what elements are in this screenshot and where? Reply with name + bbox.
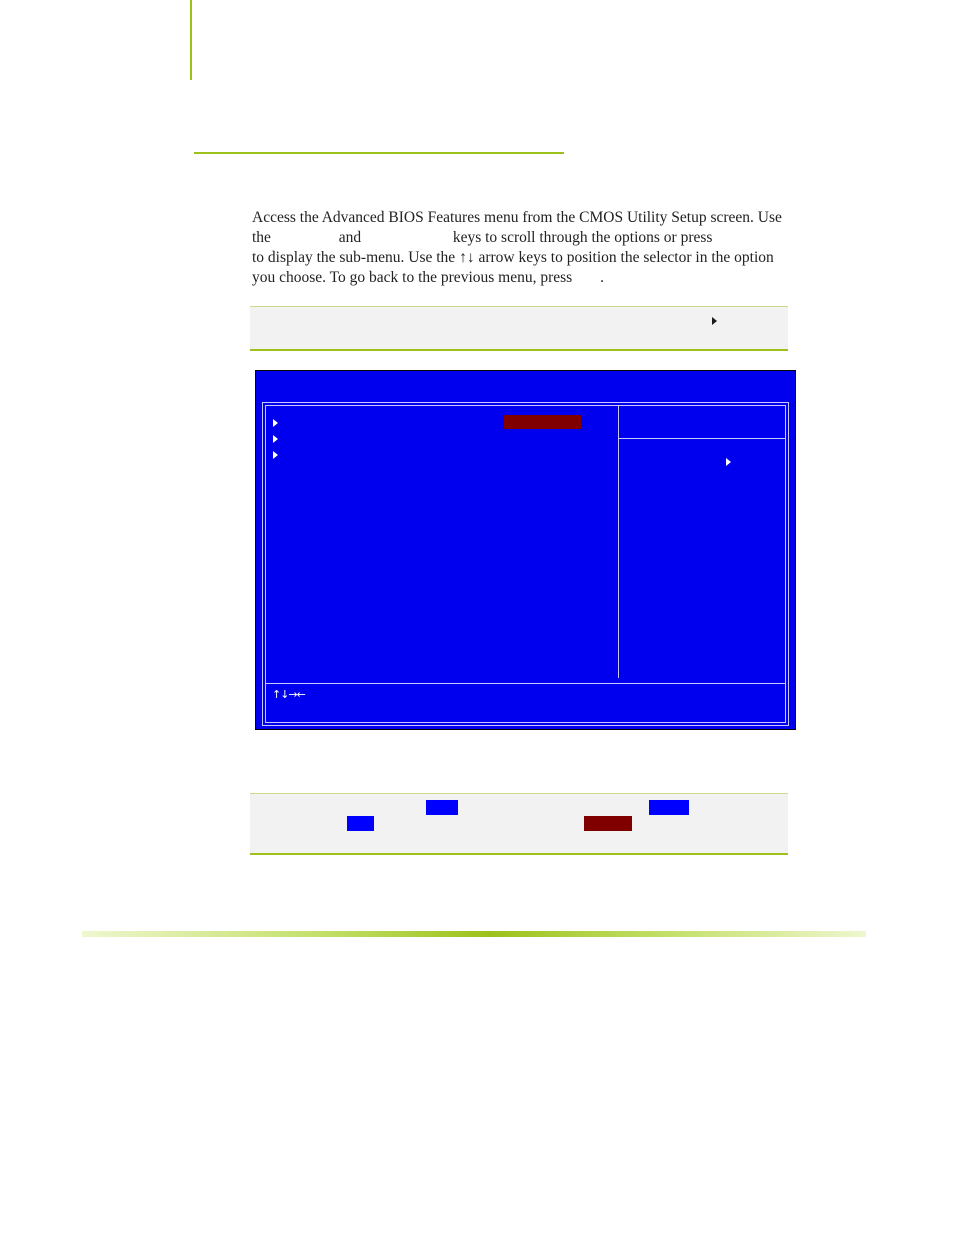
bios-footer-keys: ↑↓→← xyxy=(272,688,305,701)
bios-menu-item-1[interactable] xyxy=(273,417,473,429)
bios-footer-divider xyxy=(266,683,785,684)
submenu-arrow-icon xyxy=(273,435,278,443)
arrow-keys-glyph: ↑↓ xyxy=(459,249,475,266)
blue-swatch-1 xyxy=(426,800,458,815)
bios-screen xyxy=(255,370,796,730)
intro-text-1: Access the Advanced BIOS Features menu from the CMOS Utility Setup screen. Use the xyxy=(252,209,782,246)
submenu-arrow-icon xyxy=(273,419,278,427)
help-arrow-icon xyxy=(726,458,731,466)
bios-help-header-divider xyxy=(619,438,785,439)
intro-text-6: . xyxy=(600,269,604,286)
bios-menu-item-2[interactable] xyxy=(273,433,473,445)
red-swatch xyxy=(584,816,632,831)
bios-menu-item-3[interactable] xyxy=(273,449,473,461)
note-box-top xyxy=(250,306,788,351)
intro-text-4: to display the sub-menu. Use the xyxy=(252,249,456,266)
arrow-right-icon xyxy=(712,317,717,325)
intro-text-5: arrow keys to position the selector in the option you choose. To go back to the previous menu, press xyxy=(252,249,774,286)
blue-swatch-3 xyxy=(347,816,374,831)
top-accent-line xyxy=(190,0,192,80)
submenu-arrow-icon xyxy=(273,451,278,459)
intro-text-2: and xyxy=(338,229,362,246)
bios-selected-value[interactable] xyxy=(504,415,581,429)
intro-paragraph xyxy=(252,208,782,288)
section-rule xyxy=(194,152,564,154)
bios-help-divider xyxy=(618,406,619,678)
footer-gradient-bar xyxy=(82,931,866,937)
intro-text-3: keys to scroll through the options or press xyxy=(452,229,713,246)
note-box-bottom xyxy=(250,793,788,855)
blue-swatch-2 xyxy=(649,800,689,815)
